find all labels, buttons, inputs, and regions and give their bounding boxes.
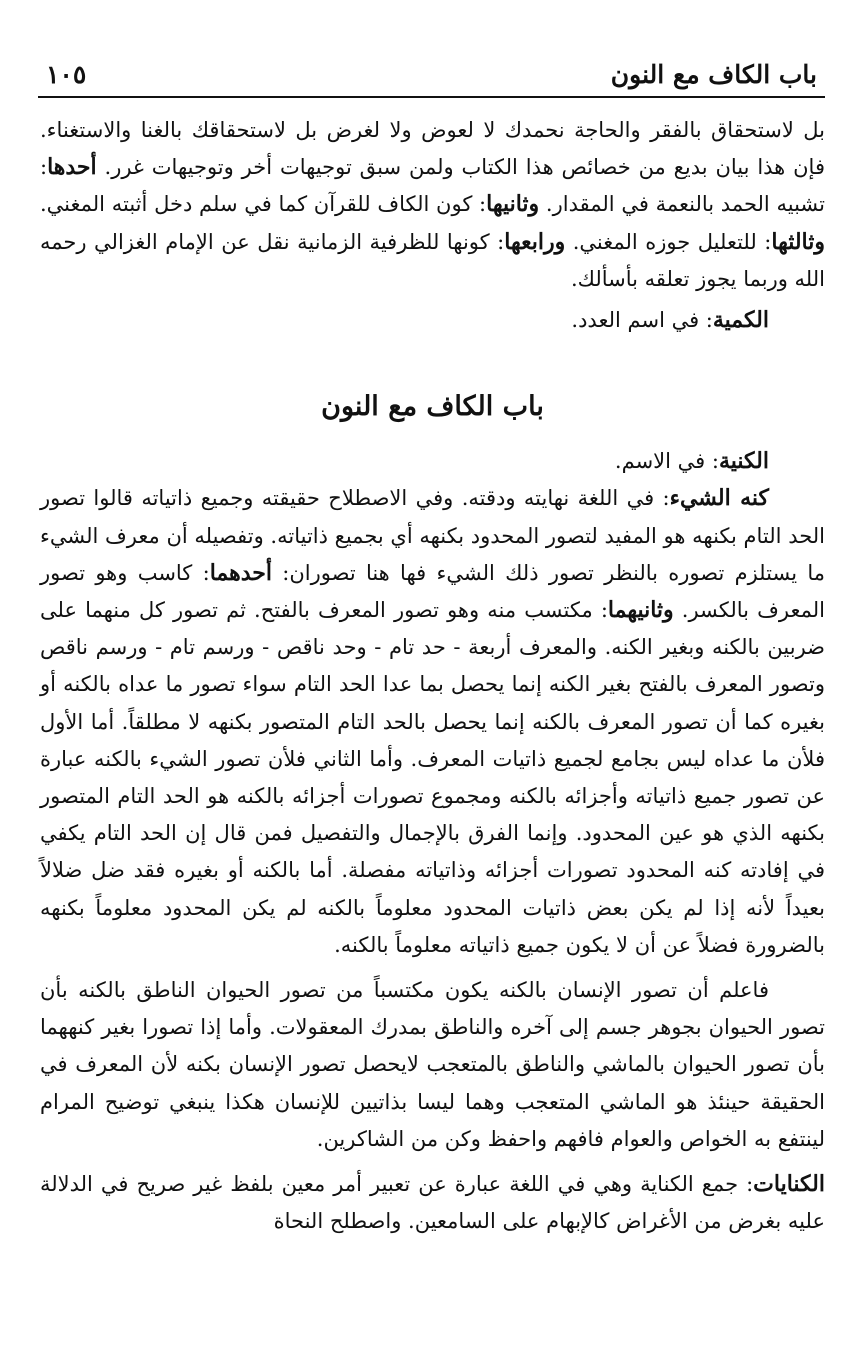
term-thanihuma: وثانيهما [607, 597, 674, 624]
term-ahaduhuma: أحدهما [209, 559, 272, 586]
paragraph-text: : للتعليل جوزه المغني. [572, 229, 772, 254]
term-kunya: الكنية [718, 448, 769, 475]
term-ahaduha: أحدها [47, 154, 97, 181]
paragraph-text: : تشبيه الحمد بالنعمة في المقدار. [40, 155, 825, 217]
paragraph-text: بل لاستحقاق بالفقر والحاجة نحمدك لا لعوض ولا لغرض بل لاستحقاقك بالغنا والاستغناء. فإن هذا بيان بديع من خصائص هذا الكتاب ولمن سبق توجيهات أخر وتوجيهات غرر. [40, 118, 825, 180]
entry-text: : كاسب وهو تصور المعرف بالكسر. [40, 560, 825, 623]
paragraph-kaf-meanings [40, 112, 825, 298]
running-title: باب الكاف مع النون [610, 60, 817, 89]
entry-text: : في اسم العدد. [571, 308, 713, 333]
paragraph-insan: فاعلم أن تصور الإنسان بالكنه يكون مكتسباً من تصور الحيوان الناطق بالكنه بأن تصور الحيوان بجوهر جسم إلى آخره والناطق بمدرك المعقولات. وأما إذا تصورا بغير كنههما بأن تصور الحيوان بالماشي والناطق بالمتعجب لايحصل تصور الإنسان بكنه لأن المعرف في الحقيقة حينئذ هو الماشي المتعجب وهما ليسا بذاتيين للإنسان هكذا ينبغي توضيح المرام لينتفع به الخواص والعوام فافهم واحفظ وكن من الشاكرين. [40, 978, 825, 1151]
term-thaniha: وثانيها [486, 191, 540, 218]
entry-text: : في الاسم. [614, 449, 719, 474]
entry-text: : مكتسب منه وهو تصور المعرف بالفتح. ثم تصور كل منهما على ضربين بالكنه وبغير الكنه. والمعرف أربعة - حد تام - وحد ناقص - ورسم تام - ورسم ناقص وتصور المعرف بالفتح بغير الكنه إنما يحصل بما عدا الحد التام سواء تصور ما عداه بالكنه أو بغيره كما أن تصور المعرف بالكنه إنما يحصل بالحد التام المتصور بكنهه لا مطلقاً. أما الأول فلأن ما عداه ليس بجامع لجميع ذاتيات المعرف. وأما الثاني فلأن تصور الشيء بالكنه عبارة عن تصور جميع ذاتياته وأجزائه بالكنه ومجموع تصورات أجزائه بالكنه هو الحد التام المتصور بكنهه الذي هو عين المحدود. وإنما الفرق بالإجمال والتفصيل فمن قال إن الحد التام يكفي في إفادته كنه المحدود تصورات أجزائه وذاتياته مفصلة. أما بالكنه أو بغيره فقد ضل ضلالاً بعيداً لأنه إذا لم يكن بعض ذاتيات المحدود معلوماً بالكنه لم يكن المحدود معلوماً بكنهه بالضرورة فضلاً عن أن لا يكون جميع ذاتياته معلوماً بالكنه. [40, 598, 825, 957]
term-kammiyya: الكمية [712, 307, 769, 334]
running-header [38, 60, 825, 98]
section-title: باب الكاف مع النون [321, 391, 544, 423]
entry-text: : في اللغة نهايته ودقته. وفي الاصطلاح حقيقته وجميع ذاتياته قالوا تصور الحد التام بكنهه هو المفيد لتصور المحدود بكنهه أي بجميع ذاتياته. وتفصيله أن معرف الشيء ما يستلزم تصوره بالنظر تصور ذلك الشيء فها هنا تصوران: [40, 486, 825, 585]
page-body [40, 112, 825, 1240]
term-kunh-al-shay: كنه الشيء [669, 485, 769, 512]
entry-kammiyya [40, 302, 825, 339]
paragraph-text: : كونها للظرفية الزمانية نقل عن الإمام الغزالي رحمه الله وربما يجوز تعلقه بأسألك. [40, 229, 825, 291]
term-rabiuha: ورابعها [504, 228, 566, 255]
entry-kinayat [40, 1166, 825, 1240]
term-kinayat: الكنايات [753, 1171, 825, 1198]
entry-text: : جمع الكناية وهي في اللغة عبارة عن تعبير أمر معين بلفظ غير صريح في الدلالة عليه بغرض من الأغراض كالإبهام على السامعين. واصطلح النحاة [40, 1172, 825, 1234]
entry-kunya [40, 443, 825, 480]
term-thalithuha: وثالثها [771, 228, 826, 255]
entry-kunh-al-shay [40, 480, 825, 964]
page-number: ١٠٥ [46, 60, 87, 89]
paragraph-text: : كون الكاف للقرآن كما في سلم دخل أثبته المغني. [40, 192, 487, 217]
